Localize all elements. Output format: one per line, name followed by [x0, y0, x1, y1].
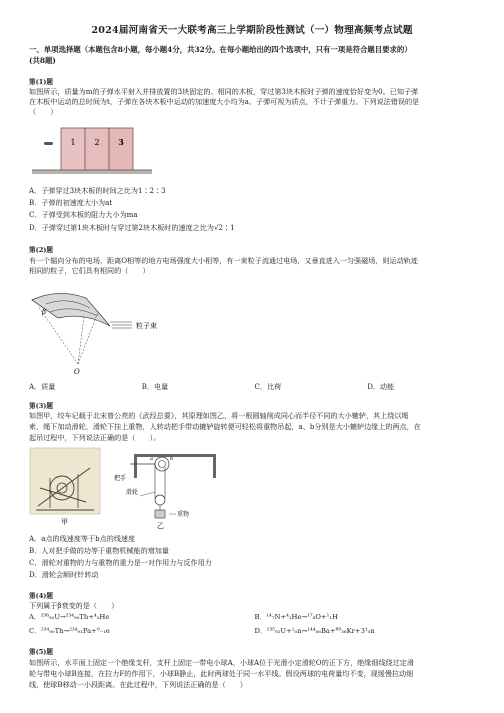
figure-yi-label: 乙: [157, 522, 164, 530]
question-1-stem-line: 如图所示，质量为m的子弹水平射入并排放置的3块固定的、相同的木板，穿过第3块木板时子弹的速度恰好变为0。已知子弹: [29, 87, 419, 96]
origin-label: O: [74, 368, 80, 376]
handle-label: 把手: [114, 475, 127, 482]
question-2-stem-line: 相同的粒子，它们具有相同的（ ）: [29, 266, 150, 275]
particle-beam-label: 粒子束: [136, 322, 157, 330]
question-2-option-b: B．电量: [141, 382, 169, 391]
pulley-label: 滑轮: [126, 489, 139, 496]
question-4-number: 第(4)题: [29, 592, 54, 600]
board-3: [109, 128, 133, 170]
question-2-option-c: C．比荷: [254, 382, 282, 391]
question-3-stem-line: 起吊过程中，下列说法正确的是（ ）。: [29, 433, 161, 442]
question-1-number: 第(1)题: [29, 78, 54, 86]
bullet: [44, 142, 53, 145]
question-4-options-row-2: [29, 627, 480, 637]
question-2-options: [29, 382, 480, 392]
question-4-options-row-1: [29, 613, 480, 623]
question-1-option-a: A．子弹穿过3块木板的时间之比为1∶2∶3: [29, 186, 166, 195]
question-1-stem-line: 在木板中运动的总时间为t，子弹在各块木板中运动的加速度大小均为a。子弹可视为质点，不计子弹重力。下列说法错误的是: [29, 97, 420, 106]
section-heading-count: (共8题): [29, 56, 56, 65]
question-3-stem-line: 索，绳下加动滑轮，滑轮下挂上重物，人转动把手带动辘轳旋转便可轻松将重物吊起，a、b分别是大小辘轳边缘上的两点，在: [29, 422, 421, 431]
question-5-stem-line: 线，使球B移动一小段距离。在此过程中，下列说法正确的是（ ）: [29, 680, 248, 689]
board-3-label: 3: [118, 137, 124, 147]
question-1-option-b: B．子弹的初速度大小为at: [29, 198, 113, 207]
question-5-stem-line: 轮与带电小球B连接，在拉力F的作用下，小球B静止，此时两球处于同一水平线。假设两球的电荷量均不变，现缓慢拉动细: [29, 669, 414, 678]
question-1-stem-line: （ ）: [29, 107, 58, 116]
question-3-figure-yi-pulley-diagram: [114, 450, 240, 530]
section-heading: 一、单项选择题（本题包含8小题，每小题4分，共32分。在每小题给出的四个选项中，只有一项是符合题目要求的）: [29, 45, 412, 54]
page-title: 2024届河南省天一大联考高三上学期阶段性测试（一）物理高频考点试题: [91, 25, 413, 36]
question-2-option-d: D．动能: [367, 382, 395, 391]
board-1-label: 1: [70, 138, 76, 147]
question-3-number: 第(3)题: [29, 402, 54, 410]
board-2: [85, 128, 109, 170]
question-2-number: 第(2)题: [29, 246, 54, 254]
question-3-option-a: A．a点的线速度等于b点的线速度: [29, 534, 136, 543]
question-4-stem: 下列属于β衰变的是（ ）: [29, 601, 119, 610]
question-3-option-d: D．滑轮会顺时针转动: [29, 570, 99, 579]
question-2-option-a: A．质量: [29, 382, 56, 391]
point-b-label: b: [170, 456, 174, 462]
question-3-stem-line: 如图甲，绞车记载于北宋曾公亮的《武经总要》，其原理如图乙，将一根圆轴削成同心而半径不同的大小辘轳，其上绕以绳: [29, 411, 409, 420]
question-1-option-d: D．子弹穿过第1块木板时与穿过第2块木板时的速度之比为√2∶1: [29, 223, 235, 232]
figure-jia-label: 甲: [61, 518, 68, 526]
question-4-option-b: B．¹⁴₇N+⁴₂He→¹⁷₈O+¹₁H: [254, 613, 339, 621]
question-2-figure-radial-field: [28, 284, 188, 374]
question-5-number: 第(5)题: [29, 648, 54, 656]
question-3-option-b: B．人对把手做的功等于重物机械能的增加量: [29, 546, 169, 555]
board-1: [61, 128, 85, 170]
question-5-stem-line: 如图所示，水平面上固定一个绝缘支杆，支杆上固定一带电小球A，小球A位于光滑小定滑轮O的正下方，绝缘细线绕过定滑: [29, 658, 414, 667]
board-2-label: 2: [94, 138, 100, 147]
question-3-option-c: C．滑轮对重物的力与重物的重力是一对作用力与反作用力: [29, 558, 212, 567]
question-4-option-c: C．²³⁴₉₀Th→²³⁴₉₁Pa+⁰₋₁e: [29, 627, 110, 635]
question-1-figure-wooden-boards: [32, 120, 152, 180]
point-a-label: a: [150, 456, 153, 462]
beta-label: β: [42, 308, 47, 316]
question-3-figure-jia-winch-drawing: [30, 448, 102, 526]
question-2-stem-line: 有一个辐向分布的电场，距离O相等的地方电场强度大小相等，有一束粒子流通过电场，又垂直进入一匀强磁场，则运动轨迹: [29, 256, 418, 265]
question-1-option-c: C．子弹受到木板的阻力大小为ma: [29, 210, 138, 219]
question-4-option-d: D．²³⁵₉₂U+¹₀n→¹⁴⁴₅₆Ba+⁸⁹₃₆Kr+3¹₀n: [254, 627, 375, 635]
question-4-option-a: A．²³⁸₉₂U→²³⁴₉₀Th+⁴₂He: [29, 613, 110, 621]
weight-label: 重物: [177, 511, 190, 518]
